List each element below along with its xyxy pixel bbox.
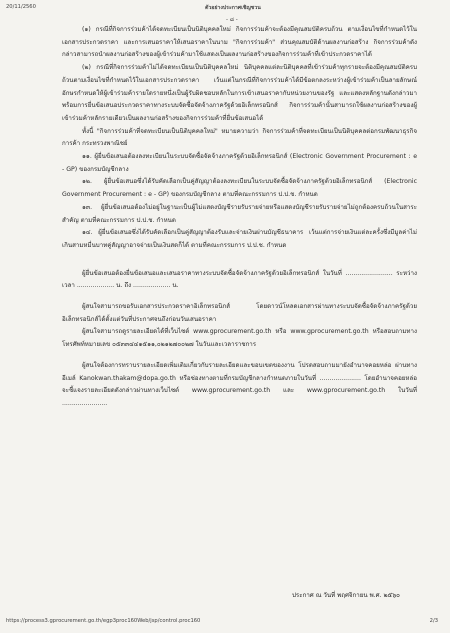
page-marker: - ๘ -	[226, 17, 238, 23]
paragraph-definition: ทั้งนี้ "กิจการร่วมค้าที่จดทะเบียนเป็นนิติบุคคลใหม่" หมายความว่า กิจการร่วมค้าที่จดทะเบียนเป็นนิติบุคคลต่อกรมพัฒนาธุรกิจการค้า กระทรวงพาณิชย์	[62, 127, 417, 148]
footer-page-number: 2/3	[429, 618, 438, 624]
document-header-title: ตัวอย่างประกาศเชิญชวน	[205, 5, 261, 11]
footer-url: https://process3.gprocurement.go.th/egp3proc160Web/jsp/control.proc160	[6, 618, 201, 624]
paragraph-item-13: ๑๓. ผู้ยื่นข้อเสนอต้องไม่อยู่ในฐานะเป็นผู้ไม่แสดงบัญชีรายรับรายจ่ายหรือแสดงบัญชีรายรับรายจ่ายไม่ถูกต้องครบถ้วนในสาระสำคัญ ตามที่คณะกรรมการ ป.ป.ช. กำหนด	[62, 203, 417, 224]
print-date: 20/11/2560	[6, 4, 36, 10]
paragraph-further-details: ผู้สนใจต้องการทราบรายละเอียดเพิ่มเติมเกี่ยวกับรายละเอียดและขอบเขตของงาน โปรดสอบถามมายังอำนาจคอยหล่อ ผ่านทางอีเมล์ Kanokwan.thakam@dopa.go.th หรือช่องทางตามที่กรมบัญชีกลางกำหนดภายในวันที่ ..................... โดยอำนาจคอยหล่อจะชี้แจงรายละเอียดดังกล่าวผ่านทางเว็บไซต์ www.gprocurement.go.th และ www.gprocurement.go.th ในวันที่ .......................	[62, 361, 417, 407]
paragraph-contact-website: ผู้สนใจสามารถดูรายละเอียดได้ที่เว็บไซต์ www.gprocurement.go.th หรือ www.gprocurement.go.th หรือสอบถามทางโทรศัพท์หมายเลข ๐๕๓๓๔๔๑๕๑๑,๐๒๑๒๗๐๐๒๗ ในวันและเวลาราชการ	[62, 328, 417, 349]
paragraph-item-12: ๑๒. ผู้ยื่นข้อเสนอซึ่งได้รับคัดเลือกเป็นคู่สัญญาต้องลงทะเบียนในระบบจัดซื้อจัดจ้างภาครัฐด้วยอิเล็กทรอนิกส์ (Electronic Government Procurement : e - GP) ของกรมบัญชีกลาง ตามที่คณะกรรมการ ป.ป.ช. กำหนด	[62, 178, 417, 199]
paragraph-item-14: ๑๔. ผู้ยื่นข้อเสนอซึ่งได้รับคัดเลือกเป็นคู่สัญญาต้องรับและจ่ายเงินผ่านบัญชีธนาคาร เว้นแต่การจ่ายเงินแต่ละครั้งซึ่งมีมูลค่าไม่เกินสามหมื่นบาทคู่สัญญาอาจจ่ายเป็นเงินสดก็ได้ ตามที่คณะกรรมการ ป.ป.ช. กำหนด	[62, 229, 417, 249]
paragraph-submission-date: ผู้ยื่นข้อเสนอต้องยื่นข้อเสนอและเสนอราคาทางระบบจัดซื้อจัดจ้างภาครัฐด้วยอิเล็กทรอนิกส์ ในวันที่ ........................ ระหว่างเวลา ................... น. ถึง ................... น.	[62, 269, 417, 290]
paragraph-joint-venture-1: (๑) กรณีที่กิจการร่วมค้าได้จดทะเบียนเป็นนิติบุคคลใหม่ กิจการร่วมค้าจะต้องมีคุณสมบัติครบถ้วน ตามเงื่อนไขที่กำหนดไว้ในเอกสารประกวดราคา และการเสนอราคาให้เสนอราคาในนาม "กิจการร่วมค้า" ส่วนคุณสมบัติด้านผลงานก่อสร้าง กิจการร่วมค้าดังกล่าวสามารถนำผลงานก่อสร้างของผู้เข้าร่วมค้ามาใช้แสดงเป็นผลงานก่อสร้างของกิจการร่วมค้าที่เข้าประกวดราคาได้	[62, 26, 417, 59]
announcement-date-line: ประกาศ ณ วันที่ พฤศจิกายน พ.ศ. ๒๕๖๐	[292, 592, 400, 599]
document-body	[62, 24, 417, 411]
paragraph-document-download: ผู้สนใจสามารถขอรับเอกสารประกวดราคาอิเล็กทรอนิกส์ โดยดาวน์โหลดเอกสารผ่านทางระบบจัดซื้อจัดจ้างภาครัฐด้วยอิเล็กทรอนิกส์ได้ตั้งแต่วันที่ประกาศจนถึงก่อนวันเสนอราคา	[62, 303, 417, 323]
paragraph-joint-venture-2: (๒) กรณีที่กิจการร่วมค้าไม่ได้จดทะเบียนเป็นนิติบุคคลใหม่ นิติบุคคลแต่ละนิติบุคคลที่เข้าร่วมค้าทุกรายจะต้องมีคุณสมบัติครบถ้วนตามเงื่อนไขที่กำหนดไว้ในเอกสารประกวดราคา เว้นแต่ในกรณีที่กิจการร่วมค้าได้มีข้อตกลงระหว่างผู้เข้าร่วมค้าเป็นลายลักษณ์อักษรกำหนดให้ผู้เข้าร่วมค้ารายใดรายหนึ่งเป็นผู้รับผิดชอบหลักในการเข้าเสนอราคากับหน่วยงานของรัฐ และแสดงหลักฐานดังกล่าวมาพร้อมการยื่นข้อเสนอประกวดราคาทางระบบจัดซื้อจัดจ้างภาครัฐด้วยอิเล็กทรอนิกส์ กิจการร่วมค้านั้นสามารถใช้ผลงานก่อสร้างของผู้เข้าร่วมค้าหลักรายเดียวเป็นผลงานก่อสร้างของกิจการร่วมค้าที่ยื่นข้อเสนอได้	[62, 64, 417, 122]
paragraph-item-11: ๑๑. ผู้ยื่นข้อเสนอต้องลงทะเบียนในระบบจัดซื้อจัดจ้างภาครัฐด้วยอิเล็กทรอนิกส์ (Electronic Government Procurement : e - GP) ของกรมบัญชีกลาง	[62, 153, 417, 173]
